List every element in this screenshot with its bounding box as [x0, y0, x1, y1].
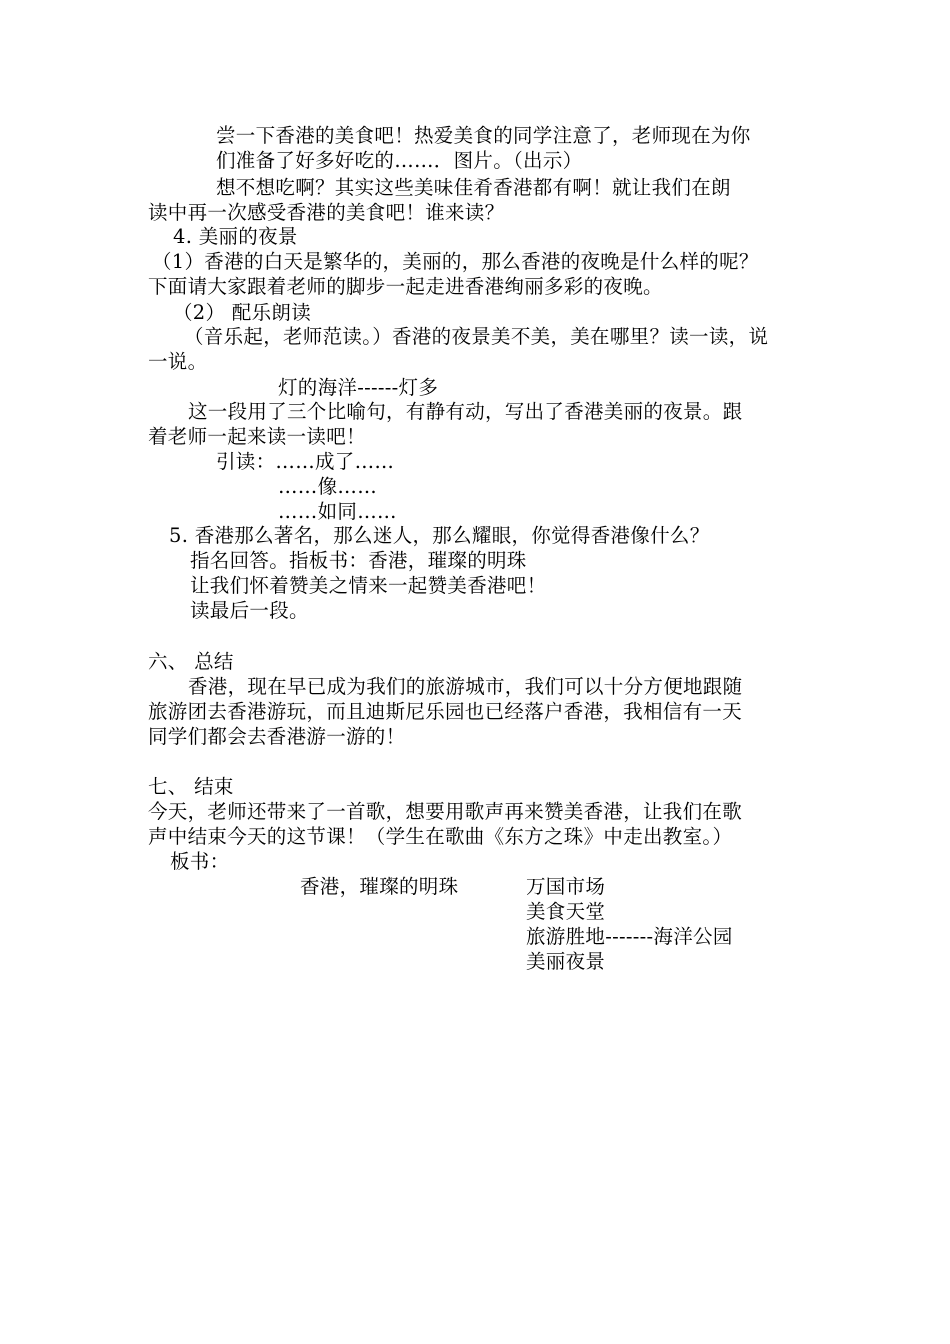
text-line: 今天，老师还带来了一首歌，想要用歌声再来赞美香港，让我们在歌	[148, 800, 743, 823]
text-line: 灯的海洋------灯多	[278, 376, 439, 399]
board-title: 香港，璀璨的明珠	[300, 875, 459, 898]
text-line: 香港，现在早已成为我们的旅游城市，我们可以十分方便地跟随	[188, 675, 743, 698]
board-item: 万国市场	[526, 875, 606, 898]
text-line: 下面请大家跟着老师的脚步一起走进香港绚丽多彩的夜晚。	[148, 275, 663, 298]
text-line: 一说。	[148, 350, 208, 373]
section-heading: 六、 总结	[148, 650, 234, 673]
text-line: 读中再一次感受香港的美食吧！谁来读？	[148, 201, 505, 224]
text-line: 想不想吃啊？其实这些美味佳肴香港都有啊！就让我们在朗	[216, 176, 731, 199]
text-line: 指名回答。指板书：香港，璀璨的明珠	[190, 549, 527, 572]
text-line: ……像……	[278, 475, 377, 498]
text-line: （音乐起，老师范读。）香港的夜景美不美，美在哪里？读一读，说	[184, 325, 769, 348]
text-line: 旅游团去香港游玩，而且迪斯尼乐园也已经落户香港，我相信有一天	[148, 700, 743, 723]
board-item: 美丽夜景	[526, 950, 606, 973]
text-line: ……如同……	[278, 500, 397, 523]
text-line: 让我们怀着赞美之情来一起赞美香港吧！	[190, 574, 547, 597]
text-line: 读最后一段。	[190, 599, 309, 622]
section-heading: 5. 香港那么著名，那么迷人，那么耀眼，你觉得香港像什么？	[169, 524, 710, 547]
text-line: 尝一下香港的美食吧！热爱美食的同学注意了，老师现在为你	[216, 124, 751, 147]
text-line: 声中结束今天的这节课！（学生在歌曲《东方之珠》中走出教室。）	[148, 825, 733, 848]
section-heading: 4. 美丽的夜景	[173, 225, 298, 248]
text-line: （2） 配乐朗读	[173, 301, 312, 324]
text-line: 这一段用了三个比喻句，有静有动，写出了香港美丽的夜景。跟	[188, 400, 743, 423]
board-item: 旅游胜地-------海洋公园	[526, 925, 733, 948]
text-line: 着老师一起来读一读吧！	[148, 425, 366, 448]
text-line: （1）香港的白天是繁华的，美丽的，那么香港的夜晚是什么样的呢？	[152, 250, 759, 273]
text-line: 们准备了好多好吃的……．图片。（出示）	[216, 149, 583, 172]
section-heading: 七、 结束	[148, 775, 234, 798]
text-line: 板书：	[170, 850, 230, 873]
board-item: 美食天堂	[526, 900, 606, 923]
text-line: 同学们都会去香港游一游的！	[148, 725, 406, 748]
text-line: 引读：……成了……	[216, 450, 395, 473]
